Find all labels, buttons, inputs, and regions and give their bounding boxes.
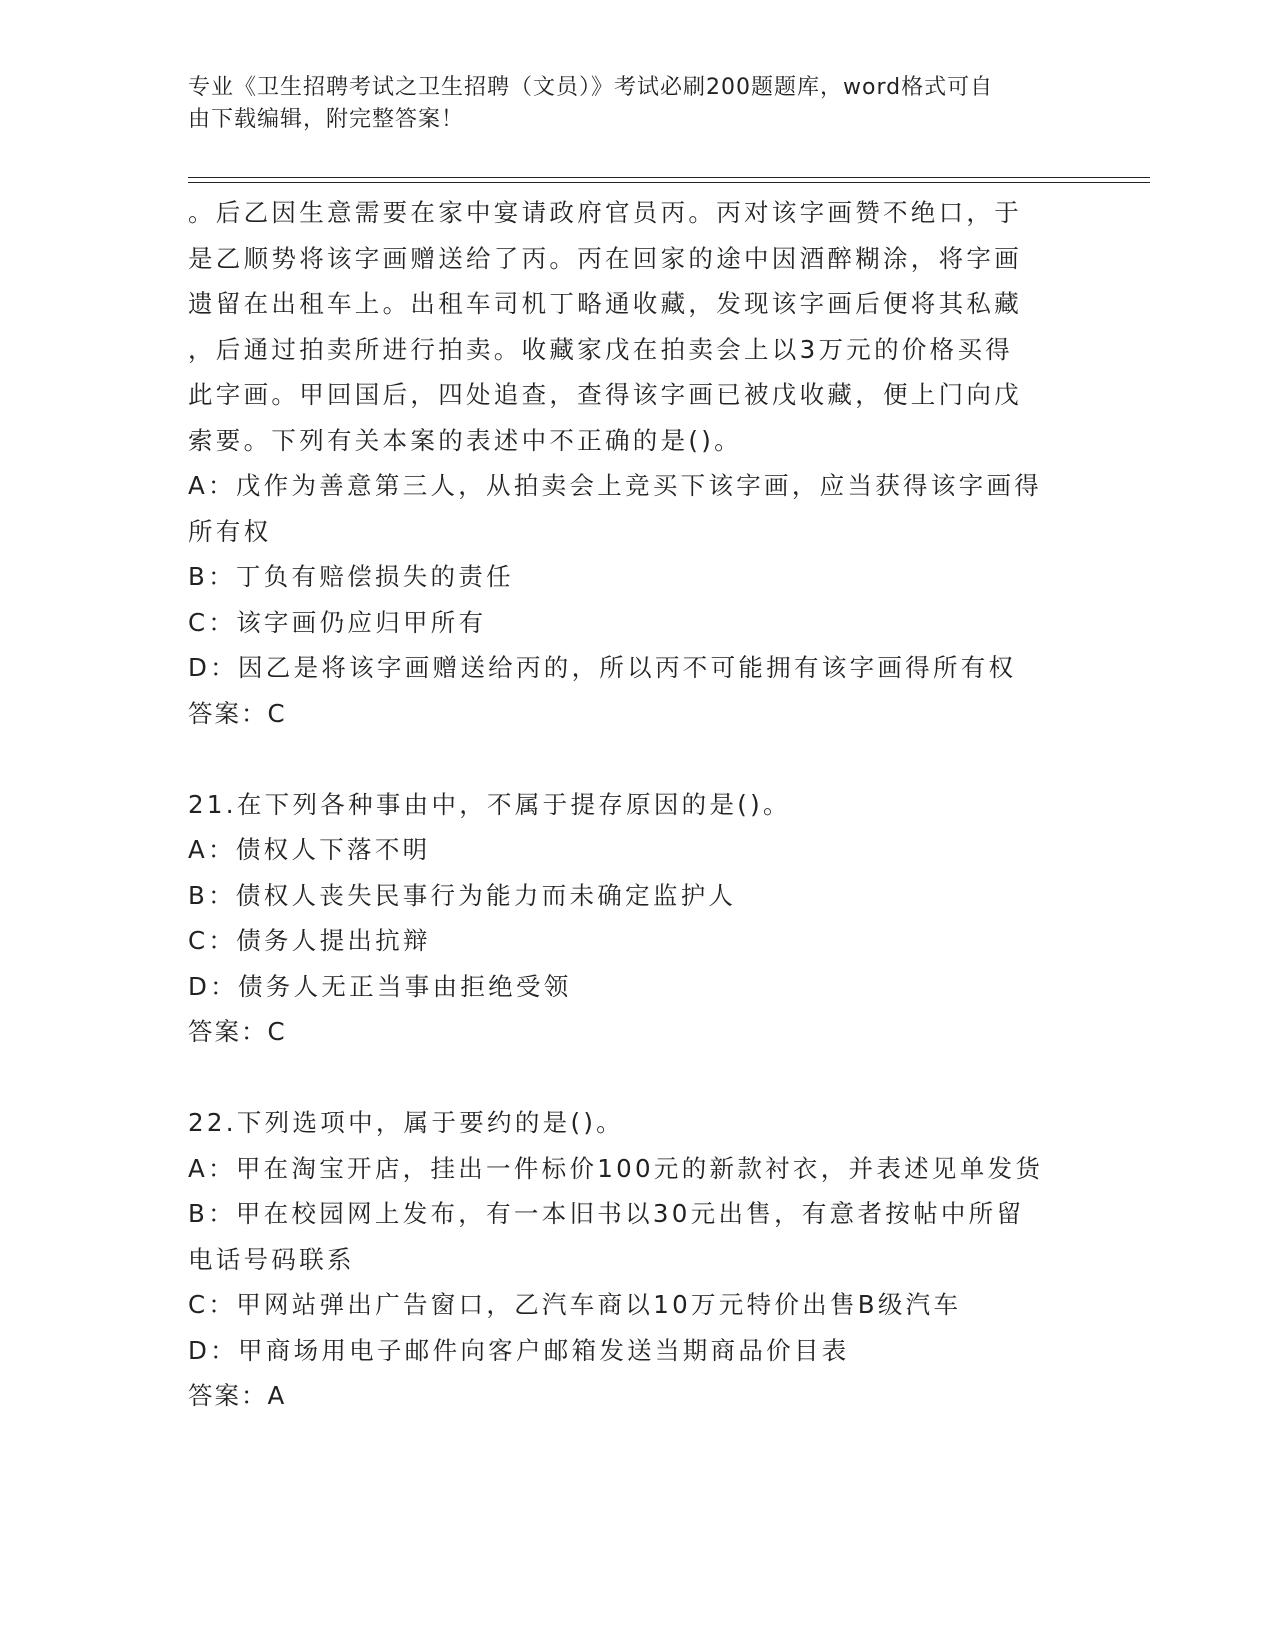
option-c: C：债务人提出抗辩 — [188, 926, 431, 955]
spacer — [188, 1055, 1088, 1101]
header-divider-top — [188, 177, 1150, 178]
question-stem: 21.在下列各种事由中，不属于提存原因的是()。 — [188, 789, 791, 819]
question-stem-line: 此字画。甲回国后，四处追查，查得该字画已被戊收藏，便上门向戊 — [188, 380, 1022, 409]
question-stem-line: 。后乙因生意需要在家中宴请政府官员丙。丙对该字画赞不绝口，于 — [188, 198, 1022, 227]
option-d: D：甲商场用电子邮件向客户邮箱发送当期商品价目表 — [188, 1335, 850, 1365]
option-b: B：甲在校园网上发布，有一本旧书以30元出售，有意者按帖中所留 — [188, 1199, 1025, 1228]
option-c: C：该字画仍应归甲所有 — [188, 607, 487, 637]
question-22 — [188, 1100, 1088, 1419]
header-line-2: 由下载编辑，附完整答案！ — [188, 107, 465, 132]
option-b: B：债权人丧失民事行为能力而未确定监护人 — [188, 880, 737, 910]
spacer — [188, 736, 1088, 782]
option-a: A：债权人下落不明 — [188, 835, 431, 864]
question-stem-line: 遗留在出租车上。出租车司机丁略通收藏，发现该字画后便将其私藏 — [188, 289, 1022, 318]
document-body — [188, 190, 1088, 1419]
header-divider-bottom — [188, 182, 1150, 183]
option-b-continued: 电话号码联系 — [188, 1244, 355, 1274]
question-stem-line: ，后通过拍卖所进行拍卖。收藏家戊在拍卖会上以3万元的价格买得 — [188, 334, 1014, 364]
answer: 答案：C — [188, 698, 287, 728]
header-line-1: 专业《卫生招聘考试之卫生招聘（文员）》考试必刷200题题库，word格式可自 — [188, 75, 994, 100]
document-header — [188, 72, 1068, 136]
option-c: C：甲网站弹出广告窗口，乙汽车商以10万元特价出售B级汽车 — [188, 1290, 962, 1319]
answer: 答案：C — [188, 1017, 287, 1046]
option-a: A：戊作为善意第三人，从拍卖会上竞买下该字画，应当获得该字画得 — [188, 471, 1043, 500]
option-b: B：丁负有赔偿损失的责任 — [188, 562, 514, 591]
option-a: A：甲在淘宝开店，挂出一件标价100元的新款衬衣，并表述见单发货 — [188, 1153, 1044, 1183]
question-stem-line: 是乙顺势将该字画赠送给了丙。丙在回家的途中因酒醉糊涂，将字画 — [188, 243, 1022, 273]
question-stem-line: 索要。下列有关本案的表述中不正确的是()。 — [188, 425, 742, 455]
question-stem: 22.下列选项中，属于要约的是()。 — [188, 1108, 624, 1137]
question-21 — [188, 782, 1088, 1055]
answer: 答案：A — [188, 1381, 287, 1410]
option-d: D：债务人无正当事由拒绝受领 — [188, 971, 572, 1001]
question-20 — [188, 190, 1088, 736]
option-a-continued: 所有权 — [188, 516, 272, 546]
option-d: D：因乙是将该字画赠送给丙的，所以丙不可能拥有该字画得所有权 — [188, 653, 1017, 682]
